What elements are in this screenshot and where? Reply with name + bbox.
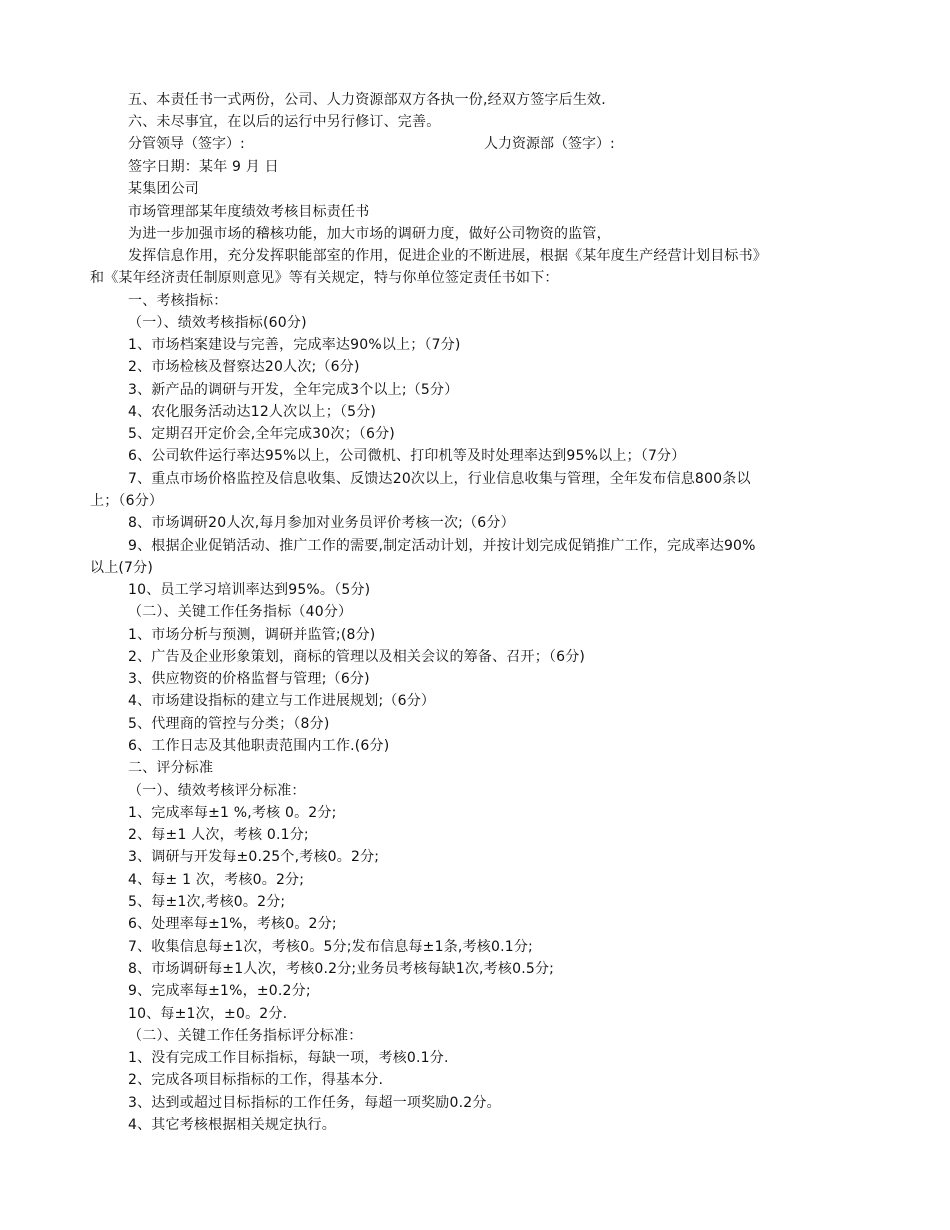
supervisor-signature-label: 分管领导（签字）:: [128, 136, 245, 152]
list-item: 6、公司软件运行率达95%以上，公司微机、打印机等及时处理率达到95%以上；（7分）: [128, 448, 686, 464]
section-heading: 二、评分标准: [128, 760, 214, 776]
list-item: 3、调研与开发每±0.25个,考核0。2分;: [128, 849, 380, 865]
sign-date: 签字日期：某年 9 月 日: [128, 159, 279, 175]
list-item: 3、供应物资的价格监督与管理;（6分): [128, 671, 370, 687]
list-item: 7、重点市场价格监控及信息收集、反馈达20次以上，行业信息收集与管理，全年发布信息800条以: [128, 471, 751, 487]
document-title: 市场管理部某年度绩效考核目标责任书: [128, 204, 370, 220]
list-item: 8、市场调研每±1人次，考核0.2分;业务员考核每缺1次,考核0.5分;: [128, 961, 555, 977]
list-item: 2、广告及企业形象策划，商标的管理以及相关会议的筹备、召开；（6分): [128, 649, 586, 665]
list-item: 1、没有完成工作目标指标，每缺一项，考核0.1分.: [128, 1050, 449, 1066]
subsection-heading: （一）、绩效考核评分标准：: [128, 783, 306, 799]
text-line: 五、本责任书一式两份，公司、人力资源部双方各执一份,经双方签字后生效.: [128, 92, 606, 108]
list-item: 7、收集信息每±1次，考核0。5分;发布信息每±1条,考核0.1分;: [128, 939, 533, 955]
subsection-heading: （二）、关键工作任务指标（40分）: [128, 604, 353, 620]
list-item: 1、完成率每±1 %,考核 0。2分;: [128, 805, 337, 821]
list-item: 10、每±1次，±0。2分.: [128, 1006, 288, 1022]
list-item: 3、新产品的调研与开发，全年完成3个以上;（5分）: [128, 382, 459, 398]
paragraph-line: 为进一步加强市场的稽核功能，加大市场的调研力度，做好公司物资的监管，: [128, 226, 611, 242]
list-item: 8、市场调研20人次,每月参加对业务员评价考核一次;（6分）: [128, 515, 515, 531]
hr-signature-label: 人力资源部（签字）:: [484, 136, 615, 152]
list-item: 3、达到或超过目标指标的工作任务，每超一项奖励0.2分。: [128, 1095, 501, 1111]
list-item: 4、农化服务活动达12人次以上；（5分): [128, 404, 377, 420]
list-item: 6、处理率每±1%，考核0。2分;: [128, 916, 337, 932]
subsection-heading: （二）、关键工作任务指标评分标准：: [128, 1028, 363, 1044]
paragraph-line: 和《某年经济责任制原则意见》等有关规定，特与你单位签定责任书如下：: [90, 270, 559, 286]
list-item: 4、每± 1 次，考核0。2分;: [128, 872, 305, 888]
list-item: 6、工作日志及其他职责范围内工作.(6分): [128, 738, 390, 754]
text-line: 六、未尽事宜，在以后的运行中另行修订、完善。: [128, 114, 441, 130]
list-item: 9、完成率每±1%，±0.2分;: [128, 983, 311, 999]
list-item: 1、市场分析与预测，调研并监管;(8分): [128, 627, 376, 643]
paragraph-line: 发挥信息作用，充分发挥职能部室的作用，促进企业的不断进展，根据《某年度生产经营计划目标书》: [128, 248, 767, 264]
list-item: 4、市场建设指标的建立与工作进展规划;（6分）: [128, 693, 436, 709]
list-item: 4、其它考核根据相关规定执行。: [128, 1117, 336, 1133]
list-item: 9、根据企业促销活动、推广工作的需要,制定活动计划，并按计划完成促销推广工作，完成率达90%: [128, 538, 756, 554]
list-item: 5、代理商的管控与分类；（8分): [128, 716, 330, 732]
list-item: 2、每±1 人次，考核 0.1分;: [128, 827, 309, 843]
list-item: 10、员工学习培训率达到95%。（5分): [128, 582, 371, 598]
signature-row: [128, 134, 848, 154]
subsection-heading: （一）、绩效考核指标(60分): [128, 315, 307, 331]
list-item-continuation: 上；（6分）: [90, 493, 164, 509]
list-item: 1、市场档案建设与完善，完成率达90%以上；（7分): [128, 337, 461, 353]
section-heading: 一、考核指标：: [128, 293, 228, 309]
list-item: 5、定期召开定价会,全年完成30次；（6分): [128, 426, 395, 442]
list-item: 2、市场检核及督察达20人次;（6分): [128, 359, 360, 375]
list-item-continuation: 以上(7分): [90, 560, 154, 576]
list-item: 2、完成各项目标指标的工作，得基本分.: [128, 1072, 384, 1088]
company-name: 某集团公司: [128, 181, 199, 197]
list-item: 5、每±1次,考核0。2分;: [128, 894, 286, 910]
